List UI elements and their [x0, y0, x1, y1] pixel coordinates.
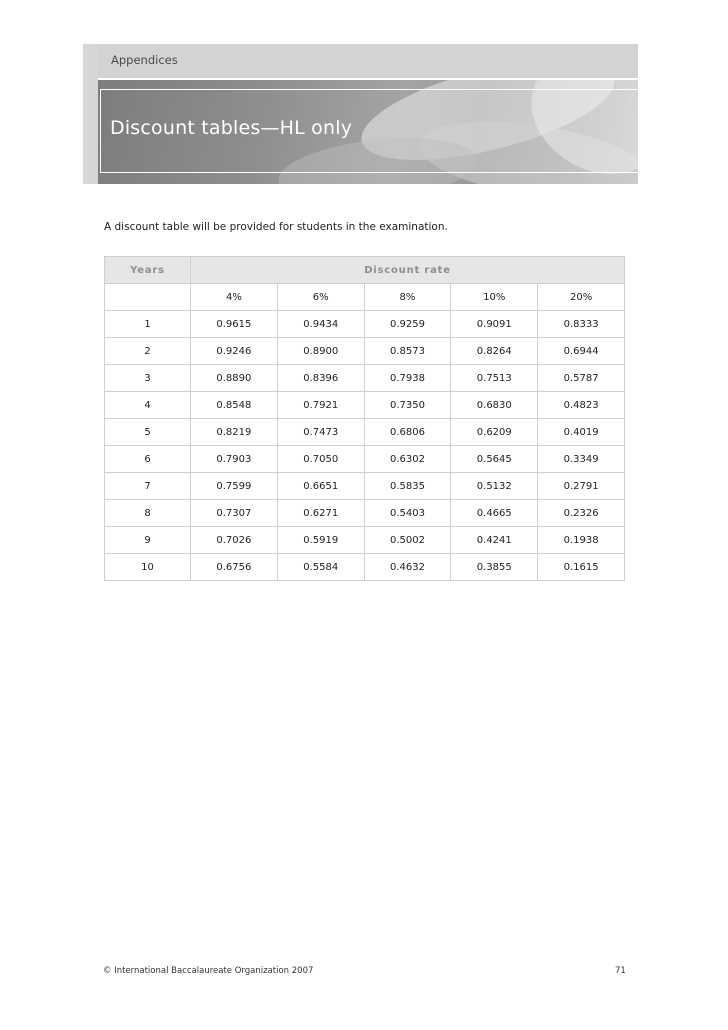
rates-row [105, 284, 625, 311]
rates-row-blank [105, 284, 191, 311]
rate-label: 6% [277, 284, 364, 311]
discount-table-container [104, 256, 624, 581]
discount-factor-cell: 0.7350 [364, 392, 451, 419]
discount-factor-cell: 0.7903 [191, 446, 278, 473]
discount-factor-cell: 0.6806 [364, 419, 451, 446]
rate-label: 10% [451, 284, 538, 311]
discount-factor-cell: 0.9246 [191, 338, 278, 365]
discount-factor-cell: 0.2326 [538, 500, 625, 527]
table-row [105, 365, 625, 392]
discount-factor-cell: 0.5919 [277, 527, 364, 554]
discount-factor-cell: 0.5787 [538, 365, 625, 392]
rate-label: 20% [538, 284, 625, 311]
header-side-bar [83, 44, 98, 184]
table-body [105, 311, 625, 581]
table-row [105, 554, 625, 581]
title-banner [98, 80, 638, 184]
discount-factor-cell: 0.5002 [364, 527, 451, 554]
table-header-row [105, 257, 625, 284]
discount-factor-cell: 0.6651 [277, 473, 364, 500]
discount-factor-cell: 0.6756 [191, 554, 278, 581]
year-cell: 10 [105, 554, 191, 581]
discount-factor-cell: 0.3349 [538, 446, 625, 473]
table-row [105, 392, 625, 419]
table-row [105, 473, 625, 500]
discount-factor-cell: 0.7050 [277, 446, 364, 473]
discount-factor-cell: 0.9091 [451, 311, 538, 338]
discount-factor-cell: 0.4632 [364, 554, 451, 581]
discount-factor-cell: 0.6944 [538, 338, 625, 365]
discount-factor-cell: 0.9259 [364, 311, 451, 338]
discount-factor-cell: 0.7938 [364, 365, 451, 392]
discount-factor-cell: 0.5835 [364, 473, 451, 500]
copyright-text: © International Baccalaureate Organization 2007 [103, 966, 314, 976]
discount-factor-cell: 0.4019 [538, 419, 625, 446]
discount-factor-cell: 0.7026 [191, 527, 278, 554]
discount-factor-cell: 0.8333 [538, 311, 625, 338]
year-cell: 3 [105, 365, 191, 392]
section-header-bar [98, 44, 638, 78]
discount-factor-cell: 0.8396 [277, 365, 364, 392]
discount-factor-cell: 0.8573 [364, 338, 451, 365]
year-cell: 2 [105, 338, 191, 365]
page-number: 71 [615, 966, 626, 976]
year-cell: 5 [105, 419, 191, 446]
discount-factor-cell: 0.6302 [364, 446, 451, 473]
discount-factor-cell: 0.5584 [277, 554, 364, 581]
table-row [105, 446, 625, 473]
discount-factor-cell: 0.8900 [277, 338, 364, 365]
discount-factor-cell: 0.4823 [538, 392, 625, 419]
table-row [105, 527, 625, 554]
section-label: Appendices [111, 53, 178, 67]
discount-factor-cell: 0.7513 [451, 365, 538, 392]
year-cell: 9 [105, 527, 191, 554]
discount-factor-cell: 0.8219 [191, 419, 278, 446]
discount-factor-cell: 0.7473 [277, 419, 364, 446]
year-cell: 6 [105, 446, 191, 473]
discount-factor-cell: 0.7307 [191, 500, 278, 527]
discount-factor-cell: 0.8264 [451, 338, 538, 365]
discount-table [104, 256, 625, 581]
discount-factor-cell: 0.6271 [277, 500, 364, 527]
year-cell: 7 [105, 473, 191, 500]
years-header: Years [105, 257, 191, 284]
table-row [105, 419, 625, 446]
discount-factor-cell: 0.7921 [277, 392, 364, 419]
discount-factor-cell: 0.8890 [191, 365, 278, 392]
year-cell: 1 [105, 311, 191, 338]
discount-factor-cell: 0.5132 [451, 473, 538, 500]
discount-factor-cell: 0.8548 [191, 392, 278, 419]
discount-factor-cell: 0.5403 [364, 500, 451, 527]
rate-label: 4% [191, 284, 278, 311]
discount-factor-cell: 0.6830 [451, 392, 538, 419]
discount-factor-cell: 0.6209 [451, 419, 538, 446]
table-row [105, 311, 625, 338]
discount-factor-cell: 0.9615 [191, 311, 278, 338]
intro-text: A discount table will be provided for students in the examination. [104, 221, 448, 233]
table-row [105, 500, 625, 527]
discount-factor-cell: 0.7599 [191, 473, 278, 500]
table-row [105, 338, 625, 365]
discount-factor-cell: 0.5645 [451, 446, 538, 473]
year-cell: 4 [105, 392, 191, 419]
page-title: Discount tables—HL only [110, 117, 353, 139]
discount-factor-cell: 0.3855 [451, 554, 538, 581]
discount-factor-cell: 0.9434 [277, 311, 364, 338]
discount-factor-cell: 0.4241 [451, 527, 538, 554]
discount-factor-cell: 0.1938 [538, 527, 625, 554]
year-cell: 8 [105, 500, 191, 527]
discount-factor-cell: 0.1615 [538, 554, 625, 581]
discount-rate-header: Discount rate [191, 257, 625, 284]
rate-label: 8% [364, 284, 451, 311]
discount-factor-cell: 0.2791 [538, 473, 625, 500]
discount-factor-cell: 0.4665 [451, 500, 538, 527]
